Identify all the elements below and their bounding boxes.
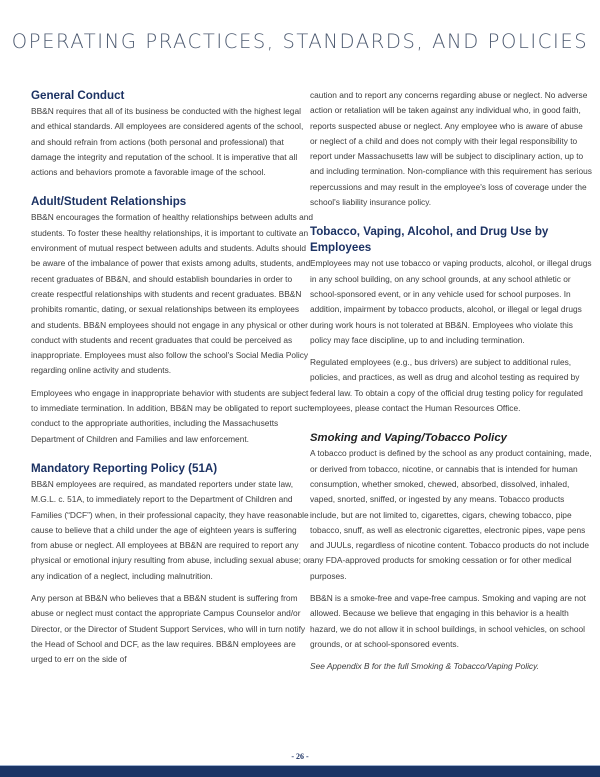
footer-band [0, 765, 600, 777]
appendix-note: See Appendix B for the full Smoking & Tobacco/Vaping Policy. [310, 661, 539, 672]
left-column [31, 88, 313, 682]
right-column [310, 88, 592, 689]
heading-adult-student-relationships: Adult/Student Relationships [31, 195, 187, 209]
section-adult-student-relationships [31, 194, 313, 446]
section-tobacco-employees [310, 224, 592, 416]
section-mandatory-reporting-continued [310, 88, 592, 210]
heading-tobacco-employees: Tobacco, Vaping, Alcohol, and Drug Use by Employees [310, 225, 549, 255]
paragraph: Any person at BB&N who believes that a BB&N student is suffering from abuse or neglect must contact the appropriate Campus Counselor and/or Director, or the Director of Student Support Services, who will in turn notify the Head of School and DCF, as the law requires. BB&N employees are urged to err on the side of [31, 593, 306, 665]
heading-mandatory-reporting: Mandatory Reporting Policy (51A) [31, 461, 218, 475]
section-mandatory-reporting [31, 461, 313, 668]
paragraph: caution and to report any concerns regarding abuse or neglect. No adverse action or retaliation will be taken against any individual who, in good faith, reports suspected abuse or neglect. Any employee who is aware of abuse or neglect of a child and does not comply with their legal responsibility to report under Massachusetts law will be subject to disciplinary action, up to and including termination. Non-compliance with this requirement has serious repercussions and may result in the employee's loss of coverage under the school's liability insurance policy. [310, 90, 592, 208]
paragraph: BB&N encourages the formation of healthy relationships between adults and students. To foster these healthy relationships, it is important to cultivate an environment of mutual respect between adults and students. Adults should be aware of the imbalance of power that exists among adults, students, and recent graduates of BB&N, and should establish boundaries in order to create respectful relationships with students and recent graduates. BB&N prohibits romantic, dating, or sexual relationships between its employees and students. BB&N employees should not engage in any physical or other conduct with students and recent graduates that could be perceived as inappropriate. Employees must also follow the school's Social Media Policy regarding online activity and students. [31, 212, 314, 376]
paragraph: BB&N employees are required, as mandated reporters under state law, M.G.L. c. 51A, to immediately report to the Department of Children and Families (“DCF”) when, in their professional capacity, they have reasonable cause to believe that a child under the age of eighteen years is suffering from abuse or neglect. All employees at BB&N are required to report any physical or emotional injury resulting from abuse, including sexual abuse; or any indication of a neglect, including malnutrition. [31, 478, 311, 581]
section-general-conduct [31, 88, 313, 180]
heading-smoking-policy: Smoking and Vaping/Tobacco Policy [310, 432, 507, 445]
paragraph: A tobacco product is defined by the school as any product containing, made, or derived from tobacco, nicotine, or cannabis that is intended for human consumption, whether smoked, chewed, absorbed, dissolved, inhaled, vaped, snorted, sniffed, or ingested by any means. Tobacco products include, but are not limited to, cigarettes, cigars, chewing tobacco, pipe tobacco, snuff, as well as electronic cigarettes, electronic pipes, vape pens and JUULs, regardless of nicotine content. Tobacco products do not include any FDA-approved products for smoking cessation or for other medical purposes. [310, 448, 592, 581]
paragraph: BB&N is a smoke-free and vape-free campus. Smoking and vaping are not allowed. Because we believe that engaging in this behavior is a health hazard, we do not allow it in school buildings, in school vehicles, on school grounds, or at school-sponsored events. [310, 593, 586, 649]
section-smoking-policy [310, 430, 592, 674]
paragraph: Employees may not use tobacco or vaping products, alcohol, or illegal drugs in any school building, on any school grounds, at any school athletic or school-sponsored event, or in any vehicle used for school purposes. In addition, impairment by tobacco products, alcohol, or illegal or legal drugs during work hours is not tolerated at BB&N. Employees who violate this policy may face discipline, up to and including termination. [310, 258, 592, 345]
paragraph: Employees who engage in inappropriate behavior with students are subject to immediate termination. In addition, BB&N may be obligated to report such conduct to the appropriate authorities, including the Massachusetts Department of Children and Families and law enforcement. [31, 387, 313, 444]
paragraph: BB&N requires that all of its business be conducted with the highest legal and ethical standards. All employees are considered agents of the school, and should refrain from actions (both personal and professional) that damage the integrity and reputation of the school. It is imperative that all actions and behaviors promote a favorable image of the school. [31, 106, 304, 178]
paragraph: Regulated employees (e.g., bus drivers) are subject to additional rules, policies, and practices, as well as drug and alcohol testing as required by federal law. To obtain a copy of the official drug testing policy for regulated employees, please contact the Human Resources Office. [310, 357, 583, 414]
page-number: - 26 - [291, 752, 309, 761]
heading-general-conduct: General Conduct [31, 89, 125, 102]
page-title: OPERATING PRACTICES, STANDARDS, AND POLICIES [11, 30, 589, 53]
